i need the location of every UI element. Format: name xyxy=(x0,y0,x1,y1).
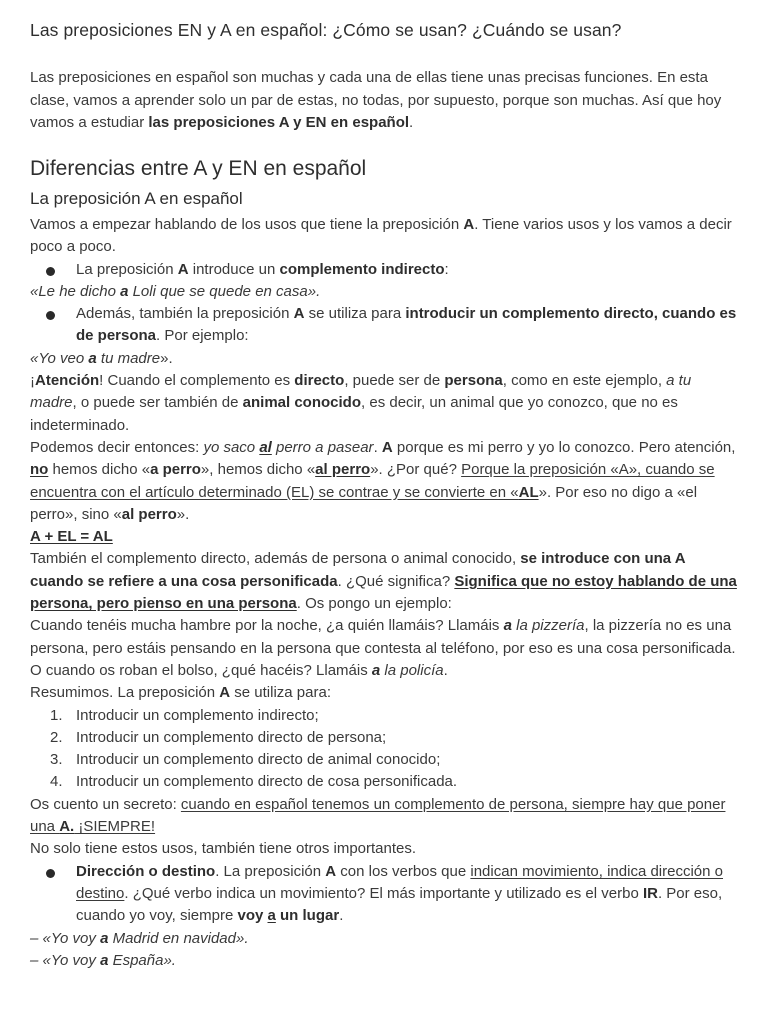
text: ». xyxy=(176,505,190,523)
bold: se introduce con una A cuando se refiere a una cosa personificada xyxy=(30,550,686,590)
italic: a tu madre xyxy=(30,372,692,412)
text: con los verbos que xyxy=(336,862,471,880)
text: – «Yo voy xyxy=(30,951,101,969)
list-text: Introducir un complemento indirecto; xyxy=(76,706,319,724)
list-item xyxy=(30,727,742,749)
bold: al perro xyxy=(121,505,177,523)
list-number: 3. xyxy=(50,751,63,769)
text: . Tiene varios usos y los vamos a decir poco a poco. xyxy=(30,216,732,256)
text: «Yo veo xyxy=(30,349,89,367)
text: , la pizzería no es una persona, pero estáis pensando en la persona que contesta al teléfono, por eso es una cosa personificada. O cuando os roban el bolso, ¿qué hacéis? Llamáis xyxy=(30,617,736,679)
bold: Dirección o destino xyxy=(76,862,216,880)
bold: a xyxy=(100,951,109,969)
list-text: Introducir un complemento directo de animal conocido; xyxy=(76,751,441,769)
text: Podemos decir entonces: xyxy=(30,438,204,456)
text: . xyxy=(443,661,448,679)
list-item xyxy=(30,705,742,727)
text: Además, también la preposición xyxy=(76,305,294,323)
list-item xyxy=(30,749,742,771)
paragraph-intro-a xyxy=(30,214,742,259)
text: hemos dicho « xyxy=(48,461,151,479)
document-title: Las preposiciones EN y A en español: ¿Cómo se usan? ¿Cuándo se usan? xyxy=(30,20,622,40)
bold: introducir un complemento directo, cuando es de persona xyxy=(76,305,737,345)
bold-underline: Significa que no estoy hablando de una persona, pero pienso en una persona xyxy=(30,572,737,613)
bold: a perro xyxy=(150,461,201,479)
italic: perro a pasear xyxy=(271,438,374,456)
text: – «Yo voy xyxy=(30,929,101,947)
bold: A xyxy=(463,216,475,233)
bold: a xyxy=(100,929,109,947)
bold: persona xyxy=(444,372,503,390)
text: . Por ejemplo: xyxy=(156,327,249,345)
text: España». xyxy=(108,951,176,969)
bold: A xyxy=(219,684,231,702)
text: », hemos dicho « xyxy=(200,461,316,479)
text: ». ¿Por qué? xyxy=(370,461,462,479)
text: Os cuento un secreto: xyxy=(30,795,181,813)
text: Loli que se quede en casa». xyxy=(128,282,321,300)
intro-paragraph xyxy=(30,67,742,135)
intro-bold: las preposiciones A y EN en español xyxy=(148,114,410,131)
bold: voy xyxy=(237,907,268,925)
article-body xyxy=(30,214,742,972)
paragraph-perro xyxy=(30,437,742,526)
underline: ¡SIEMPRE! xyxy=(74,818,156,836)
underline: Porque la preposición «A», cuando se encuentra con el artículo determinado (EL) se contrae y se convierte en « xyxy=(30,461,715,501)
text: porque es mi perro y yo lo conozco. Pero atención, xyxy=(392,438,736,456)
bold-italic: a xyxy=(371,661,381,679)
underline: indican movimiento, indica dirección o destino xyxy=(76,862,724,902)
bold: animal conocido xyxy=(242,394,362,412)
bullet-direct-complement xyxy=(30,303,742,348)
bold: directo xyxy=(294,372,345,390)
text: , como en este ejemplo, xyxy=(502,372,667,390)
bold: a xyxy=(120,282,129,300)
text: La preposición xyxy=(76,260,178,278)
bold-underline: a xyxy=(267,907,276,925)
bold: A xyxy=(381,438,393,456)
text: ». xyxy=(160,349,173,367)
paragraph-otros-usos: No solo tiene estos usos, también tiene otros importantes. xyxy=(30,840,417,858)
italic: yo saco xyxy=(203,438,260,456)
underline: cuando en español tenemos un complemento de persona, siempre hay que poner una xyxy=(30,795,726,836)
text: se utiliza para xyxy=(304,305,406,323)
text: Vamos a empezar hablando de los usos que tiene la preposición xyxy=(30,216,464,233)
list-number: 2. xyxy=(50,728,63,746)
text: ¡ xyxy=(30,372,35,390)
intro-text: Las preposiciones en español son muchas y cada una de ellas tiene unas precisas funciones. En esta clase, vamos a aprender solo un par de estas, no todas, por supuesto, porque son muchas. Así que hoy vamos a estudiar xyxy=(30,69,722,131)
paragraph-pizzeria xyxy=(30,615,742,682)
text: ». Por eso no digo a «el perro», sino « xyxy=(30,483,698,523)
paragraph-resumimos xyxy=(30,682,742,704)
example-madrid xyxy=(30,928,742,950)
text: , puede ser de xyxy=(344,372,445,390)
bullet-indirect-complement xyxy=(30,259,742,281)
formula-text: A + EL = AL xyxy=(30,528,113,546)
italic: la pizzería xyxy=(511,617,585,635)
text: . ¿Qué significa? xyxy=(337,572,455,590)
text: También el complemento directo, además de persona o animal conocido, xyxy=(30,550,521,568)
section-heading: Diferencias entre A y EN en español xyxy=(30,157,367,180)
text: . La preposición xyxy=(215,862,326,880)
text: : xyxy=(444,260,449,278)
example-loli xyxy=(30,281,742,303)
text: Madrid en navidad». xyxy=(108,929,249,947)
bold-underline: A. xyxy=(59,818,75,836)
text: . ¿Qué verbo indica un movimiento? El más importante y utilizado es el verbo xyxy=(124,884,643,902)
bold: A xyxy=(177,260,189,278)
text: , o puede ser también de xyxy=(72,394,243,412)
list-number: 4. xyxy=(50,773,63,791)
list-text: Introducir un complemento directo de cosa personificada. xyxy=(76,773,458,791)
bold-italic: a xyxy=(503,617,512,635)
bold: un lugar xyxy=(275,907,340,925)
text: tu madre xyxy=(96,349,161,367)
text: introduce un xyxy=(188,260,280,278)
text: . xyxy=(373,438,382,456)
paragraph-cosa-personificada xyxy=(30,548,742,615)
list-number: 1. xyxy=(50,706,63,724)
bold: complemento indirecto xyxy=(279,260,445,278)
bold: IR xyxy=(642,884,658,902)
example-espana xyxy=(30,950,742,972)
italic: la policía xyxy=(380,661,444,679)
bold-underline: no xyxy=(30,461,49,479)
text: Cuando tenéis mucha hambre por la noche, ¿a quién llamáis? Llamáis xyxy=(30,617,504,635)
list-item xyxy=(30,771,742,793)
text: «Le he dicho xyxy=(30,282,121,300)
list-text: Introducir un complemento directo de persona; xyxy=(76,728,387,746)
bold: Atención xyxy=(35,372,100,390)
bold-underline: al perro xyxy=(315,461,371,479)
intro-text-end: . xyxy=(409,114,414,131)
bold: a xyxy=(88,349,97,367)
bold-underline: al xyxy=(259,438,272,456)
text: . xyxy=(339,907,344,925)
text: . Por eso, cuando yo voy, siempre xyxy=(76,884,723,925)
bullet-direccion-destino xyxy=(30,861,742,928)
text: Resumimos. La preposición xyxy=(30,684,220,702)
paragraph-secreto xyxy=(30,794,742,839)
text: se utiliza para: xyxy=(230,684,331,702)
contraction-formula xyxy=(30,526,742,548)
bold-underline: AL xyxy=(518,483,539,501)
paragraph-atencion xyxy=(30,370,742,437)
text: , es decir, un animal que yo conozco, que no es indeterminado. xyxy=(30,394,678,434)
bold: A xyxy=(325,862,337,880)
example-madre xyxy=(30,348,742,370)
text: ! Cuando el complemento es xyxy=(99,372,295,390)
subsection-heading: La preposición A en español xyxy=(30,189,243,208)
bold: A xyxy=(293,305,305,323)
text: . Os pongo un ejemplo: xyxy=(296,595,452,613)
